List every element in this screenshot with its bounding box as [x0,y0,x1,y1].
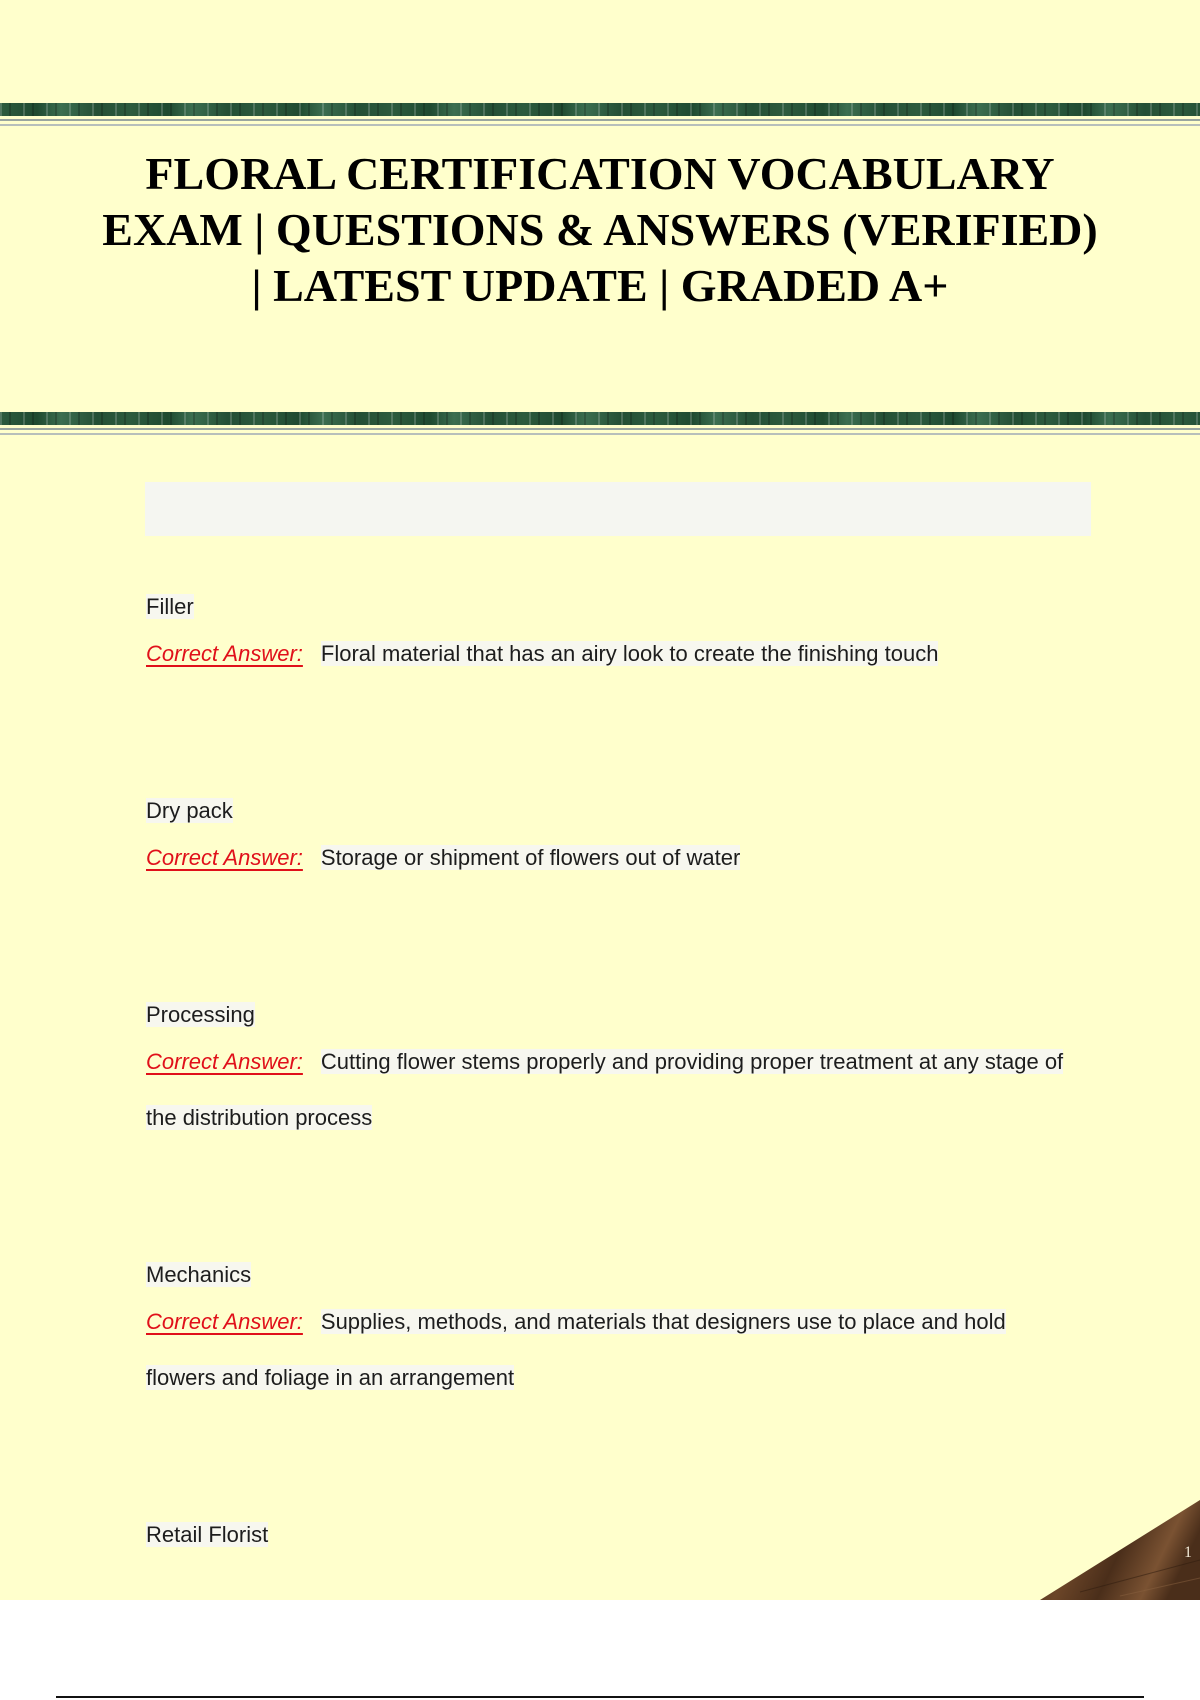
header-top-border [0,103,1200,129]
answer-line [146,626,1076,682]
question-term: Retail Florist [146,1522,269,1547]
correct-answer-label: Correct Answer: [146,641,303,666]
qa-list [146,588,1076,1554]
footer-rule [56,1696,1144,1698]
question-term: Mechanics [146,1262,252,1287]
qa-entry [146,996,1076,1146]
qa-entry [146,588,1076,682]
answer-text: Cutting flower stems properly and providing proper treatment at any stage of the distribution process [146,1049,1064,1130]
qa-entry [146,792,1076,886]
empty-highlight-box [145,482,1091,536]
qa-entry [146,1256,1076,1406]
header-bottom-border [0,412,1200,438]
answer-text: Storage or shipment of flowers out of water [320,845,741,870]
answer-line [146,830,1076,886]
page-number: 1 [1184,1544,1192,1561]
question-term: Dry pack [146,798,233,823]
answer-line [146,1034,1076,1146]
correct-answer-label: Correct Answer: [146,845,303,870]
question-term: Filler [146,594,194,619]
document-title: FLORAL CERTIFICATION VOCABULARY EXAM | QUESTIONS & ANSWERS (VERIFIED) | LATEST UPDATE | GRADED A+ [102,148,1098,311]
page-corner-decoration [1040,1500,1200,1600]
correct-answer-label: Correct Answer: [146,1049,303,1074]
answer-text: Supplies, methods, and materials that designers use to place and hold flowers and foliage in an arrangement [146,1309,1006,1390]
question-term: Processing [146,1002,255,1027]
correct-answer-label: Correct Answer: [146,1309,303,1334]
answer-line [146,1294,1076,1406]
answer-text: Floral material that has an airy look to create the finishing touch [320,641,939,666]
qa-entry [146,1516,1076,1554]
